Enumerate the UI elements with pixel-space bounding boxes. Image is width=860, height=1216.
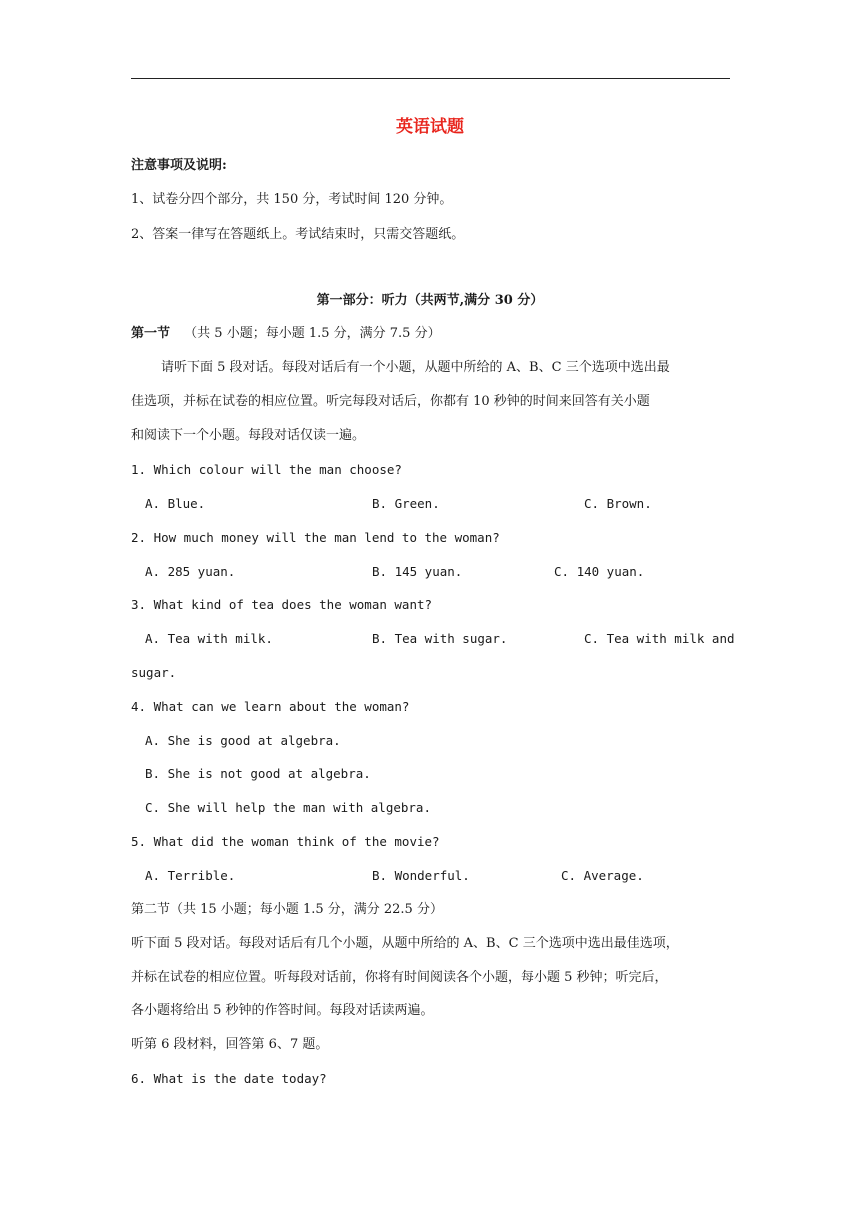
q1-option-a: A. Blue. xyxy=(145,496,206,511)
q3-option-c: C. Tea with milk and xyxy=(584,631,735,646)
section1-header xyxy=(131,325,441,343)
part1-heading: 第一部分：听力（共两节,满分 30 分） xyxy=(316,293,544,308)
q5-option-a: A. Terrible. xyxy=(145,868,236,883)
q3-option-c-continued: sugar. xyxy=(131,665,177,680)
section1-instruction-1: 请听下面 5 段对话。每段对话后有一个小题，从题中所给的 A、B、C 三个选项中选出最 xyxy=(161,360,670,375)
question-2: 2. How much money will the man lend to the woman? xyxy=(131,530,500,545)
q3-option-a: A. Tea with milk. xyxy=(145,631,273,646)
q5-option-b: B. Wonderful. xyxy=(372,868,470,883)
q1-option-c: C. Brown. xyxy=(584,496,652,511)
question-1: 1. Which colour will the man choose? xyxy=(131,462,402,477)
section1-desc: （共 5 小题；每小题 1.5 分，满分 7.5 分） xyxy=(184,326,441,341)
question-6: 6. What is the date today? xyxy=(131,1071,327,1086)
question-3: 3. What kind of tea does the woman want? xyxy=(131,597,433,612)
question-5: 5. What did the woman think of the movie? xyxy=(131,834,440,849)
section2-instruction-1: 听下面 5 段对话。每段对话后有几个小题，从题中所给的 A、B、C 三个选项中选出最佳选项， xyxy=(131,936,679,951)
section2-heading: 第二节（共 15 小题；每小题 1.5 分，满分 22.5 分） xyxy=(131,902,443,917)
q2-option-c: C. 140 yuan. xyxy=(554,564,645,579)
q4-option-c: C. She will help the man with algebra. xyxy=(145,800,431,815)
page-title: 英语试题 xyxy=(396,117,464,137)
header-rule xyxy=(131,78,730,79)
section2-instruction-2: 并标在试卷的相应位置。听每段对话前，你将有时间阅读各个小题，每小题 5 秒钟；听完后， xyxy=(131,970,668,985)
section1-instruction-3: 和阅读下一个小题。每段对话仅读一遍。 xyxy=(131,428,366,443)
question-4: 4. What can we learn about the woman? xyxy=(131,699,410,714)
section1-label: 第一节 xyxy=(131,326,171,341)
q1-option-b: B. Green. xyxy=(372,496,440,511)
material-6-note: 听第 6 段材料，回答第 6、7 题。 xyxy=(131,1037,329,1052)
section2-instruction-3: 各小题将给出 5 秒钟的作答时间。每段对话读两遍。 xyxy=(131,1003,434,1018)
q2-option-a: A. 285 yuan. xyxy=(145,564,236,579)
q3-option-b: B. Tea with sugar. xyxy=(372,631,508,646)
notice-item-1: 1、试卷分四个部分，共 150 分，考试时间 120 分钟。 xyxy=(131,192,453,207)
q4-option-a: A. She is good at algebra. xyxy=(145,733,341,748)
notice-heading: 注意事项及说明: xyxy=(131,158,227,173)
q4-option-b: B. She is not good at algebra. xyxy=(145,766,371,781)
section1-instruction-2: 佳选项，并标在试卷的相应位置。听完每段对话后，你都有 10 秒钟的时间来回答有关小题 xyxy=(131,394,650,409)
notice-item-2: 2、答案一律写在答题纸上。考试结束时，只需交答题纸。 xyxy=(131,227,465,242)
q2-option-b: B. 145 yuan. xyxy=(372,564,463,579)
q5-option-c: C. Average. xyxy=(561,868,644,883)
